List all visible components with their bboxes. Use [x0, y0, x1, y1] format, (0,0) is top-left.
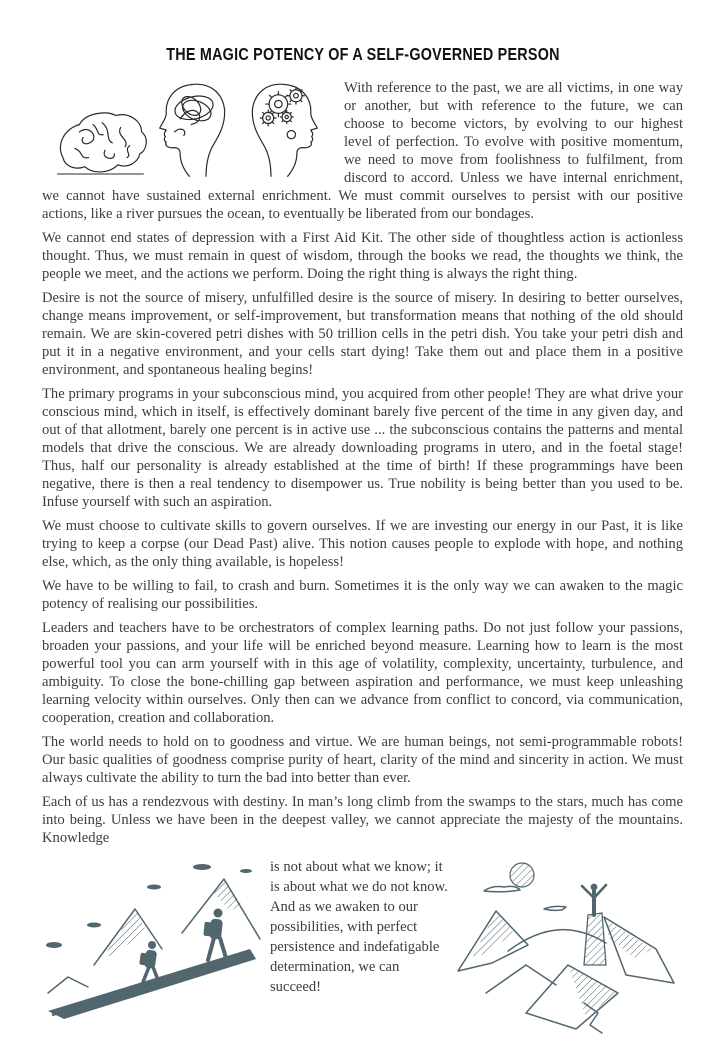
paragraph-5: We must choose to cultivate skills to govern ourselves. If we are investing our energy in our Past, it is like trying to keep a corpse (our Dead Past) alive. This notion causes people to explode with hope, and nothing else, which, as the only thing available, is hopeless!: [42, 518, 683, 570]
brain-sketch-icon: [52, 104, 148, 180]
head-tangled-thoughts-icon: [151, 80, 237, 180]
paragraph-8: The world needs to hold on to goodness and virtue. We are human beings, not semi-programmable robots! Our basic qualities of goodness comprise purity of heart, clarity of the mind and sincerity in action. We must always cultivate the ability to turn the bad into better than ever.: [42, 734, 683, 786]
paragraph-9-intro: Each of us has a rendezvous with destiny. In man’s long climb from the swamps to the stars, much has come into being. Unless we have been in the deepest valley, we cannot appreciate the majesty of the mountains. Knowledge: [42, 794, 683, 846]
summit-sketch: [456, 853, 681, 1038]
paragraph-3: Desire is not the source of misery, unfulfilled desire is the source of misery. In desiring to better ourselves, change means improvement, or self-improvement, but transformation means that nothing of the old should remain. We are skin-covered petri dishes with 50 trillion cells in the petri dish. You take your petri dish and put it in a negative environment, and your cells start dying! Take them out and place them in a positive environment, and spontaneous healing begins!: [42, 290, 683, 378]
paragraph-4: The primary programs in your subconscious mind, you acquired from other people! They are what drive your conscious mind, which in itself, is effectively dominant barely five percent of the time in any given day, and out of that allotment, barely one percent is in active use ... the subconscious contains the patterns and mental models that drive the conscious. We are already downloading programs in utero, and in the foetal stage! Thus, half our personality is already established at the time of birth! If these programmings have been negative, there is then a real tendency to disempower us. True nobility is being better than you used to be. Infuse yourself with such an aspiration.: [42, 386, 683, 510]
paragraph-2: We cannot end states of depression with a First Aid Kit. The other side of thoughtless action is actionless thought. Thus, we must remain in quest of wisdom, through the books we read, the thoughts we think, the people we meet, and the actions we perform. Doing the right thing is always the right thing.: [42, 230, 683, 282]
hikers-sketch: [42, 853, 262, 1023]
summit-figure: [582, 884, 606, 915]
paragraph-6: We have to be willing to fail, to crash and burn. Sometimes it is the only way we can awaken to the magic potency of realising our possibilities.: [42, 578, 683, 612]
hiker-figure-1: [139, 941, 158, 982]
paragraph-1: With reference to the past, we are all victims, in one way or another, but with reference to the future, we can choose to become victors, by evolving to our highest level of perfection. To evolve with positive momentum, we need to move from foolishness to fulfilment, from discord to accord. Unless we have internal enrichment, we cannot have sustained external enrichment. We must commit ourselves to persist with our positive actions, like a river pursues the ocean, to eventually be liberated from our bondages.: [42, 80, 683, 222]
page-title: [42, 44, 683, 65]
closing-section: [42, 853, 683, 1038]
paragraph-7: Leaders and teachers have to be orchestrators of complex learning paths. Do not just follow your passions, broaden your passions, and your life will be enriched beyond measure. Learning how to learn is the most powerful tool you can arm yourself with in this age of volatility, complexity, uncertainty, turbulence, and ambiguity. To close the bone-chilling gap between aspiration and performance, we must keep unleashing learning velocity within ourselves. Only then can we advance from conflict to concord, via communication, cooperation, creation and collaboration.: [42, 620, 683, 726]
intro-section: [42, 79, 683, 223]
mind-illustrations-group: [52, 80, 332, 180]
page-title-text: THE MAGIC POTENCY OF A SELF-GOVERNED PERSON: [165, 44, 560, 64]
hiker-figure-2: [203, 909, 226, 961]
head-gears-icon: [240, 80, 326, 180]
paragraph-9-center: is not about what we know; it is about what we do not know. And as we awaken to our possibilities, with perfect persistence and indefatigable determination, we can succeed!: [270, 859, 448, 995]
